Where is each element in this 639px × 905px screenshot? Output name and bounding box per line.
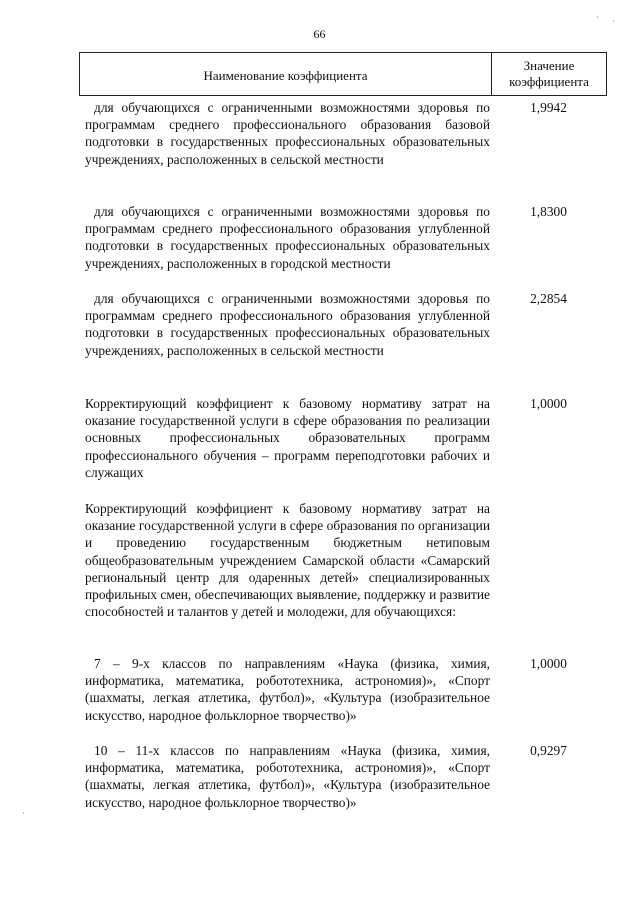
coefficient-name: Корректирующий коэффициент к базовому нормативу затрат на оказание государственной услуги в сфере образования по реализации основных профессиональных образовательных программ профессионального обучения – программ переподготовки рабочих и служащих — [85, 396, 490, 480]
coefficient-name: 7 – 9-х классов по направлениям «Наука (физика, химия, информатика, математика, робототехника, астрономия)», «Спорт (шахматы, легкая атлетика, футбол)», «Культура (изобразительное искусство, народное фольклорное творчество)» — [85, 656, 490, 723]
coefficient-value: 1,8300 — [530, 204, 567, 219]
scan-speck: · — [22, 808, 25, 818]
coefficient-value: 1,0000 — [530, 396, 567, 411]
scan-speck: · — [596, 12, 599, 22]
coefficient-name: Корректирующий коэффициент к базовому нормативу затрат на оказание государственной услуги в сфере образования по организации и проведению государственным бюджетным нетиповым общеобразовательным учреждением Самарской области «Самарский региональный центр для одаренных детей» специализированных профильных смен, обеспечивающих выявление, поддержку и развитие способностей и талантов у детей и молодежи, для обучающихся: — [85, 501, 490, 620]
header-name-column: Наименование коэффициента — [80, 53, 492, 95]
table-row — [85, 500, 605, 620]
header-value-line2: коэффициента — [509, 74, 589, 89]
coefficient-name: 10 – 11-х классов по направлениям «Наука (физика, химия, информатика, математика, робототехника, астрономия)», «Спорт (шахматы, легкая атлетика, футбол)», «Культура (изобразительное искусство, народное фольклорное творчество)» — [85, 743, 490, 810]
scan-speck: · — [612, 16, 615, 26]
coefficient-value: 2,2854 — [530, 291, 567, 306]
coefficient-value: 1,0000 — [530, 656, 567, 671]
table-row — [85, 203, 605, 272]
table-row — [85, 290, 605, 359]
page-number: 66 — [313, 27, 326, 41]
coefficient-name: для обучающихся с ограниченными возможностями здоровья по программам среднего профессионального образования углубленной подготовки в государственных профессиональных образовательных учреждениях, расположенных в городской местности — [85, 204, 490, 271]
header-value-line1: Значение — [523, 58, 575, 73]
coefficient-value — [490, 500, 605, 620]
table-header — [79, 52, 607, 96]
table-row — [85, 99, 605, 168]
coefficient-value: 0,9297 — [530, 743, 567, 758]
table-row — [85, 655, 605, 724]
header-value-column — [492, 53, 606, 95]
coefficient-value: 1,9942 — [530, 100, 567, 115]
table-row — [85, 742, 605, 811]
coefficient-name: для обучающихся с ограниченными возможностями здоровья по программам среднего профессионального образования углубленной подготовки в государственных профессиональных образовательных учреждениях, расположенных в сельской местности — [85, 291, 490, 358]
coefficient-name: для обучающихся с ограниченными возможностями здоровья по программам среднего профессионального образования базовой подготовки в государственных профессиональных образовательных учреждениях, расположенных в сельской местности — [85, 100, 490, 167]
table-row — [85, 395, 605, 481]
